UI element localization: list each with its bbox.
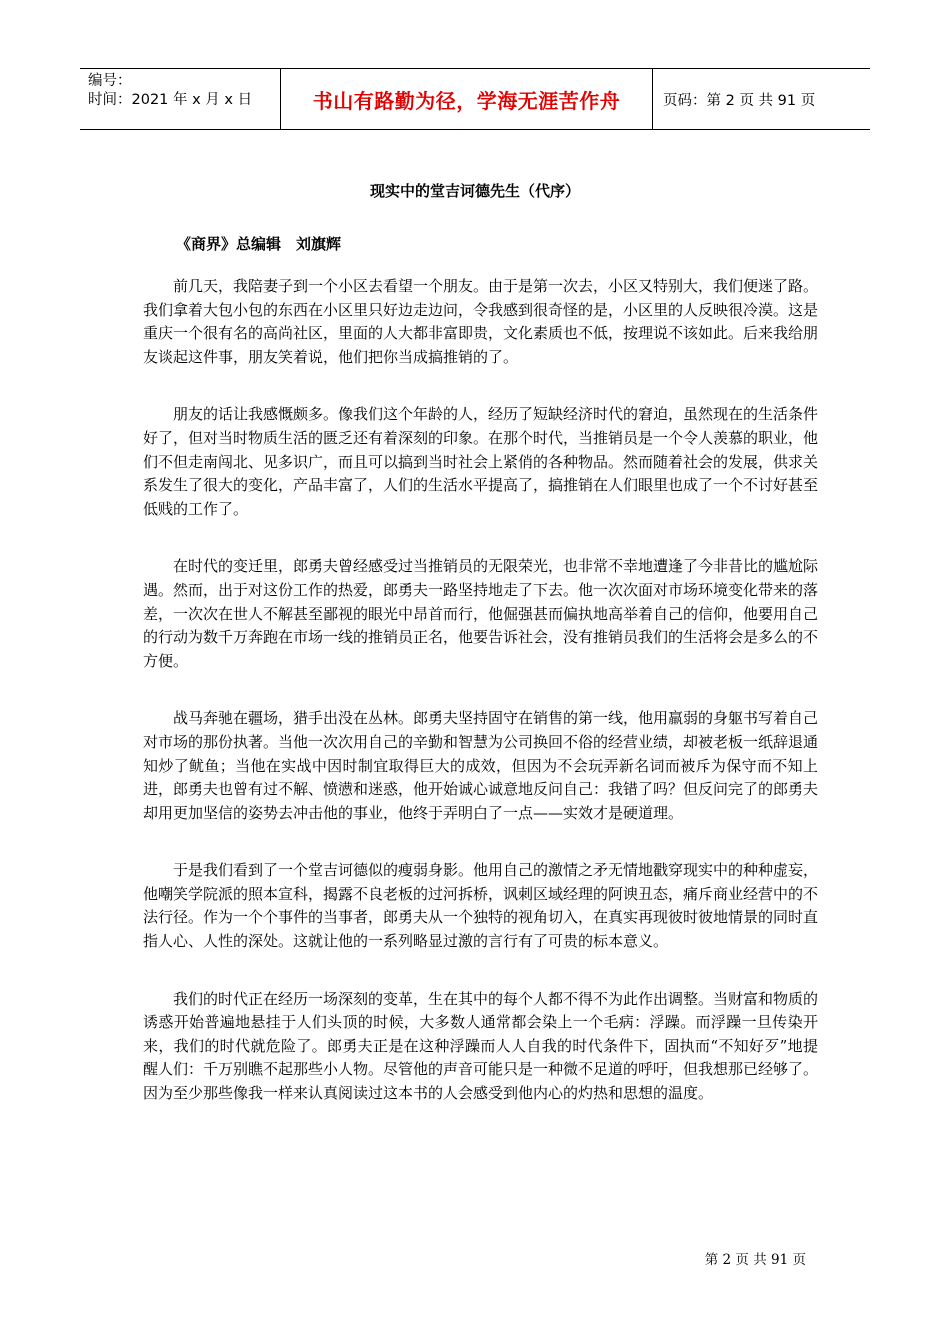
document-date-label: 时间：2021 年 x 月 x 日 bbox=[88, 92, 253, 108]
paragraph: 于是我们看到了一个堂吉诃德似的瘦弱身影。他用自己的激情之矛无情地戳穿现实中的种种虚妄，他嘲笑学院派的照本宣科，揭露不良老板的过河拆桥，讽刺区域经理的阿谀丑态，痛斥商业经营中的不法行径。作为一个个事件的当事者，郎勇夫从一个独特的视角切入，在真实再现彼时彼地情景的同时直指人心、人性的深处。这就让他的一系列略显过激的言行有了可贵的标本意义。 bbox=[143, 861, 819, 951]
page-header bbox=[80, 68, 870, 130]
paragraph: 朋友的话让我感慨颇多。像我们这个年龄的人，经历了短缺经济时代的窘迫，虽然现在的生活条件好了，但对当时物质生活的匮乏还有着深刻的印象。在那个时代，当推销员是一个令人羡慕的职业，他们不但走南闯北、见多识广，而且可以搞到当时社会上紧俏的各种物品。然而随着社会的发展，供求关系发生了很大的变化，产品丰富了，人们的生活水平提高了，搞推销在人们眼里也成了一个不讨好甚至低贱的工作了。 bbox=[143, 405, 819, 518]
document-author: 《商界》总编辑 刘旗辉 bbox=[176, 235, 342, 253]
document-body bbox=[143, 275, 818, 1140]
paragraph: 我们的时代正在经历一场深刻的变革，生在其中的每个人都不得不为此作出调整。当财富和物质的诱惑开始普遍地悬挂于人们头顶的时候，大多数人通常都会染上一个毛病：浮躁。而浮躁一旦传染开来，我们的时代就危险了。郎勇夫正是在这种浮躁而人人自我的时代条件下，固执而“不知好歹”地提醒人们：千万别瞧不起那些小人物。尽管他的声音可能只是一种微不足道的呼吁，但我想那已经够了。因为至少那些像我一样来认真阅读过这本书的人会感受到他内心的灼热和思想的温度。 bbox=[143, 989, 819, 1103]
paragraph: 前几天，我陪妻子到一个小区去看望一个朋友。由于是第一次去，小区又特别大，我们便迷了路。我们拿着大包小包的东西在小区里只好边走边问，令我感到很奇怪的是，小区里的人反映很冷漠。这是重庆一个很有名的高尚社区，里面的人大都非富即贵，文化素质也不低，按理说不该如此。后来我给朋友谈起这件事，朋友笑着说，他们把你当成搞推销的了。 bbox=[143, 277, 819, 366]
document-number-label: 编号： bbox=[88, 73, 132, 89]
header-page-code: 页码：第 2 页 共 91 页 bbox=[663, 92, 816, 109]
document-title: 现实中的堂吉诃德先生（代序） bbox=[369, 182, 580, 200]
paragraph: 在时代的变迁里，郎勇夫曾经感受过当推销员的无限荣光，也非常不幸地遭逢了今非昔比的尴尬际遇。然而，出于对这份工作的热爱，郎勇夫一路坚持地走了下去。他一次次面对市场环境变化带来的落差，一次次在世人不解甚至鄙视的眼光中昂首而行，他倔强甚而偏执地高举着自己的信仰，他要用自己的行动为数千万奔跑在市场一线的推销员正名，他要告诉社会，没有推销员我们的生活将会是多么的不方便。 bbox=[143, 557, 819, 670]
page-footer: 第 2 页 共 91 页 bbox=[704, 1252, 806, 1268]
header-meta bbox=[80, 69, 280, 129]
paragraph: 战马奔驰在疆场，猎手出没在丛林。郎勇夫坚持固守在销售的第一线，他用羸弱的身躯书写着自己对市场的那份执著。当他一次次用自己的辛勤和智慧为公司换回不俗的经营业绩，却被老板一纸辞退通知炒了鱿鱼；当他在实战中因时制宜取得巨大的成效，但因为不会玩弄新名词而被斥为保守而不知上进，郎勇夫也曾有过不解、愤懑和迷惑，他开始诚心诚意地反问自己：我错了吗？但反问完了的郎勇夫却用更加坚信的姿势去冲击他的事业，他终于弄明白了一点——实效才是硬道理。 bbox=[143, 709, 819, 822]
header-motto: 书山有路勤为径，学海无涯苦作舟 bbox=[280, 69, 653, 129]
